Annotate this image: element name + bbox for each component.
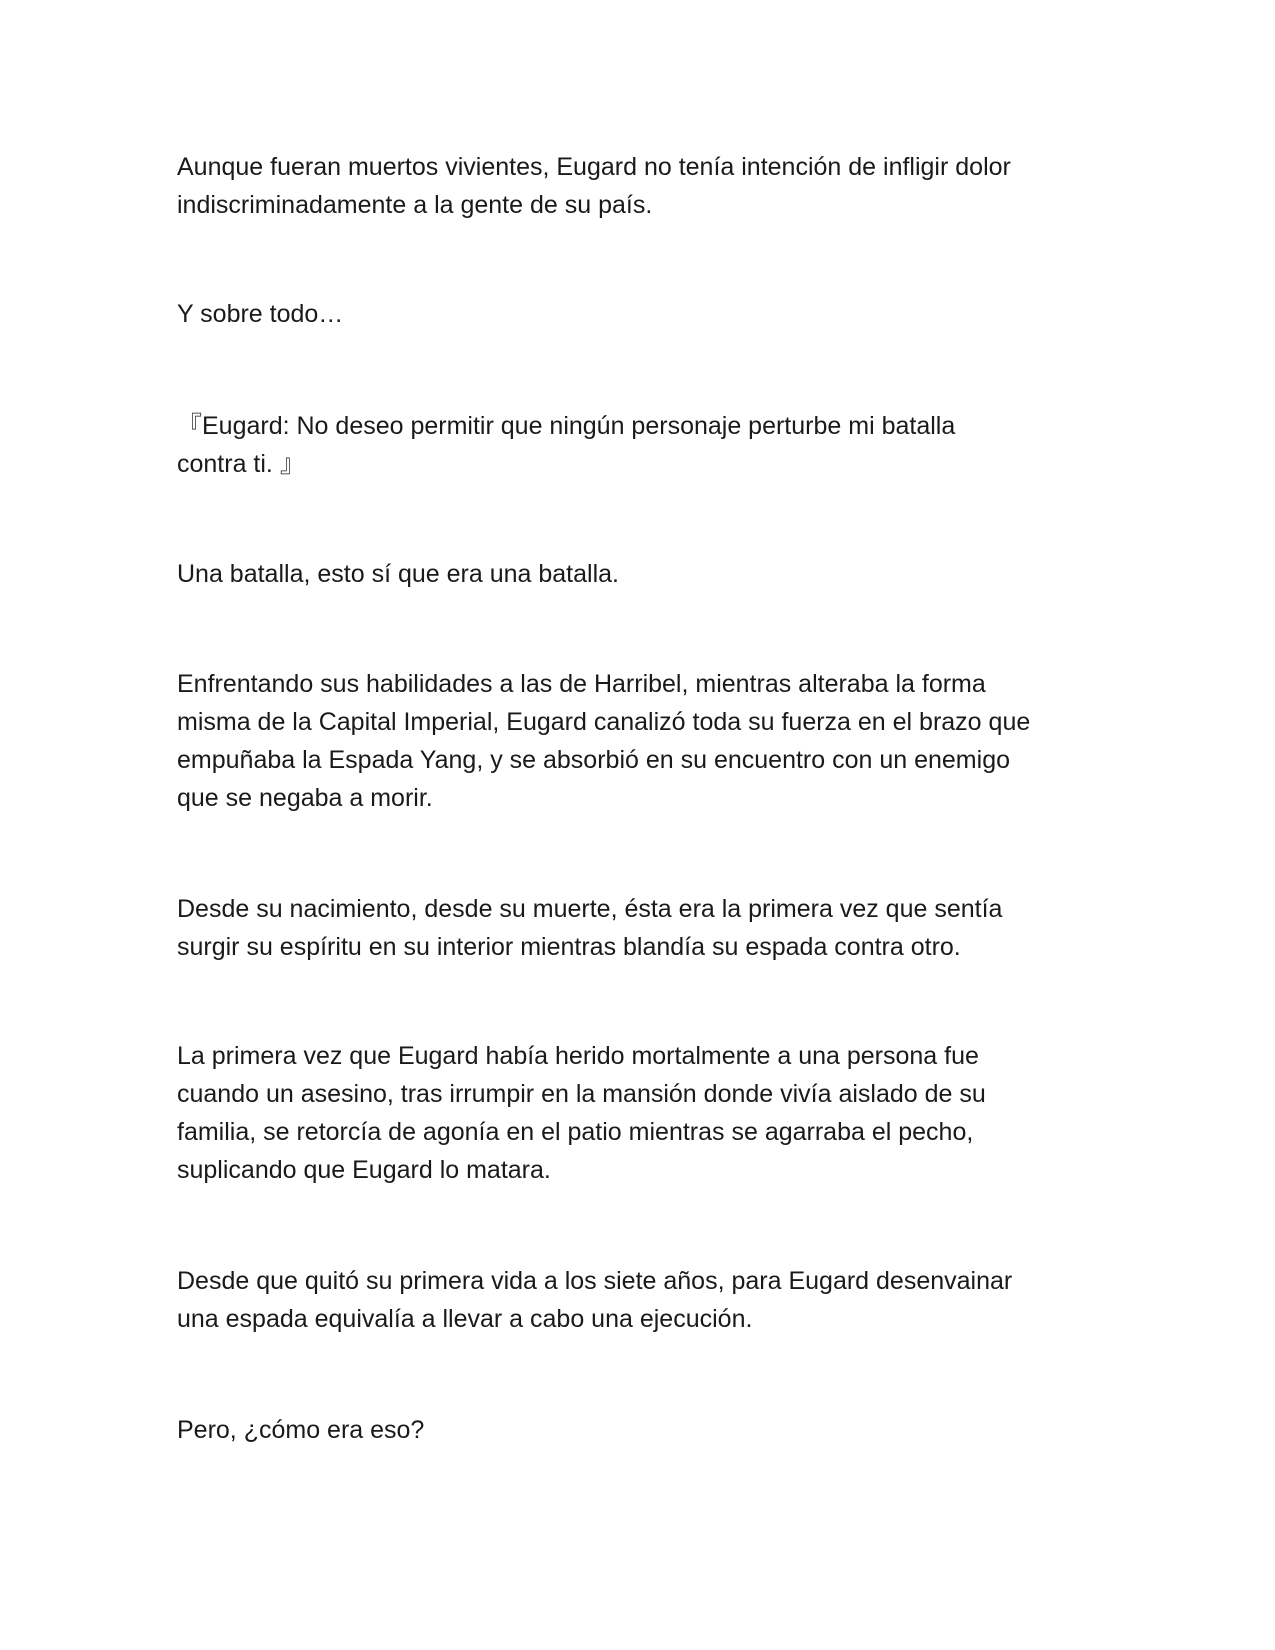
- paragraph-3-dialogue: [177, 407, 1097, 483]
- text-line: empuñaba la Espada Yang, y se absorbió en su encuentro con un enemigo: [177, 746, 1010, 774]
- text-line: que se negaba a morir.: [177, 784, 433, 812]
- text-line: contra ti. 』: [177, 450, 305, 478]
- text-line: Desde que quitó su primera vida a los siete años, para Eugard desenvainar: [177, 1267, 1013, 1295]
- text-line: suplicando que Eugard lo matara.: [177, 1156, 551, 1184]
- text-line: misma de la Capital Imperial, Eugard canalizó toda su fuerza en el brazo que: [177, 708, 1031, 736]
- text-line: Aunque fueran muertos vivientes, Eugard no tenía intención de infligir dolor: [177, 153, 1011, 181]
- text-line: Enfrentando sus habilidades a las de Harribel, mientras alteraba la forma: [177, 670, 986, 698]
- paragraph-2: [177, 295, 1097, 333]
- paragraph-5: [177, 665, 1097, 817]
- text-line: La primera vez que Eugard había herido mortalmente a una persona fue: [177, 1042, 979, 1070]
- paragraph-1: [177, 148, 1097, 224]
- text-line: una espada equivalía a llevar a cabo una ejecución.: [177, 1305, 753, 1333]
- text-line: familia, se retorcía de agonía en el patio mientras se agarraba el pecho,: [177, 1118, 974, 1146]
- paragraph-4: [177, 555, 1097, 593]
- text-line: Desde su nacimiento, desde su muerte, ésta era la primera vez que sentía: [177, 895, 1003, 923]
- text-line: surgir su espíritu en su interior mientras blandía su espada contra otro.: [177, 933, 961, 961]
- paragraph-7: [177, 1037, 1097, 1189]
- text-line: Pero, ¿cómo era eso?: [177, 1416, 425, 1444]
- text-line: Y sobre todo…: [177, 300, 344, 328]
- paragraph-8: [177, 1262, 1097, 1338]
- text-line: 『Eugard: No deseo permitir que ningún personaje perturbe mi batalla: [177, 412, 956, 440]
- text-line: indiscriminadamente a la gente de su país.: [177, 191, 653, 219]
- text-line: Una batalla, esto sí que era una batalla.: [177, 560, 619, 588]
- text-line: cuando un asesino, tras irrumpir en la mansión donde vivía aislado de su: [177, 1080, 986, 1108]
- paragraph-6: [177, 890, 1097, 966]
- paragraph-9: [177, 1411, 1097, 1449]
